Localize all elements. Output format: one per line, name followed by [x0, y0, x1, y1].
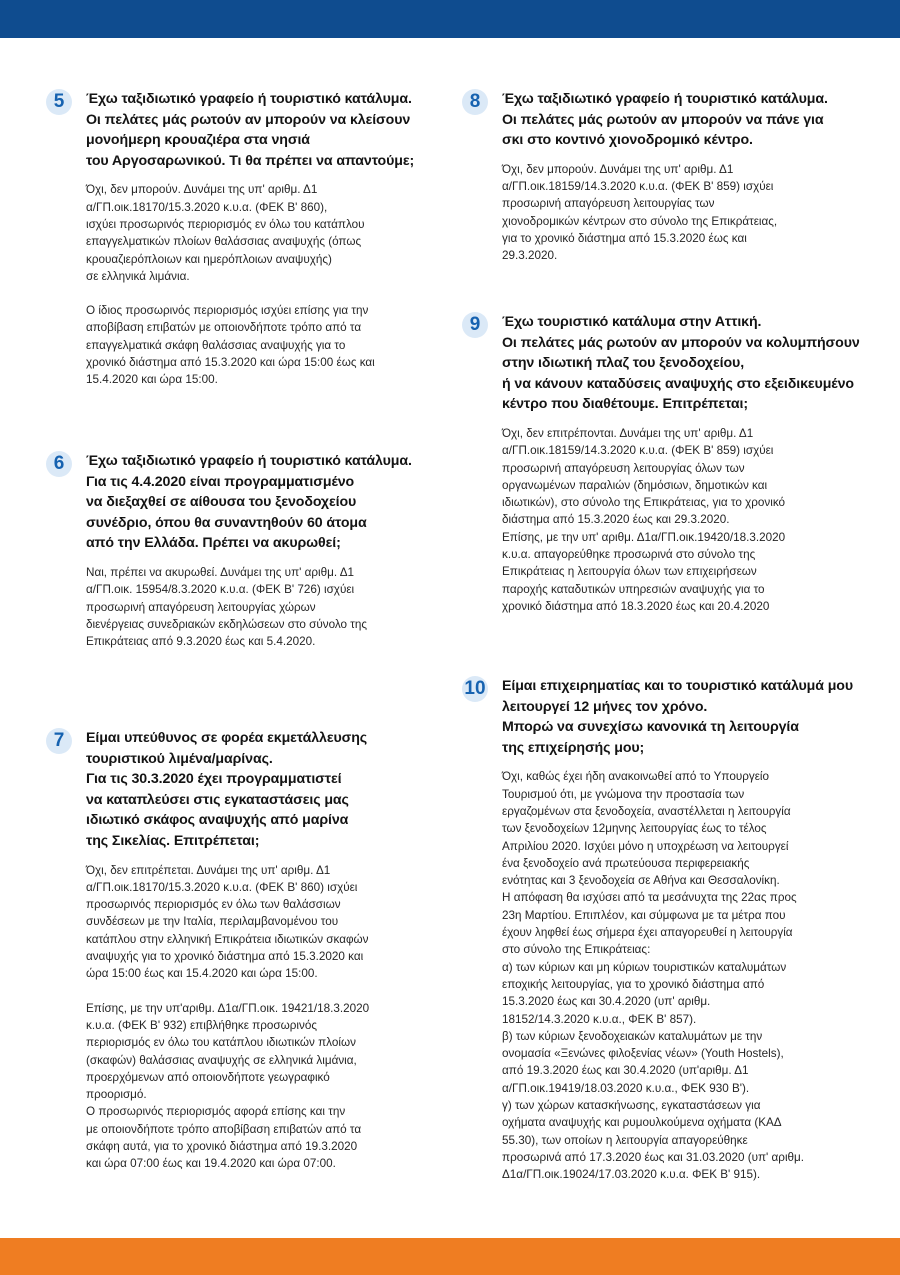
question-number-badge: 8 [462, 89, 488, 115]
question-text: Έχω τουριστικό κατάλυμα στην Αττική. Οι πελάτες μάς ρωτούν αν μπορούν να κολυμπήσουν στην ιδιωτική πλαζ του ξενοδοχείου, ή να κάνουν καταδύσεις αναψυχής στο εξειδικευμένο κέντρο που διαθέτουμε. Επιτρέπεται; [502, 314, 860, 413]
answer-text [462, 161, 828, 265]
answer-paragraph: Όχι, καθώς έχει ήδη ανακοινωθεί από το Υπουργείο Τουρισμού ότι, με γνώμονα την προστασία των εργαζομένων στα ξενοδοχεία, αναστέλλεται η λειτουργία των ξενοδοχείων 12μηνης λειτουργίας έως το τέλος Απριλίου 2020. Ισχύει μόνο η υποχρέωση να λειτουργεί ένα ξενοδοχείο ανά πρωτεύουσα περιφερειακής ενότητας και 3 ξενοδοχεία σε Αθήνα και Θεσσαλονίκη. Η απόφαση θα ισχύσει από τα μεσάνυχτα της 22ας προς 23η Μαρτίου. Επιπλέον, και σύμφωνα με τα μέτρα που έχουν ληφθεί έως σήμερα έχει απαγορευθεί η λειτουργία στο σύνολο της Επικράτειας: α) των κύριων και μη κύριων τουριστικών καταλυμάτων εποχικής λειτουργίας, για το χρονικό διάστημα από 15.3.2020 έως και 30.4.2020 (υπ' αριθμ. 18152/14.3.2020 κ.υ.α., ΦΕΚ Β' 857). β) των κύριων ξενοδοχειακών καταλυμάτων με την ονομασία «Ξενώνες φιλοξενίας νέων» (Youth Hostels), από 19.3.2020 έως και 30.4.2020 (υπ'αριθμ. Δ1 α/ΓΠ.οικ.19419/18.03.2020 κ.υ.α., ΦΕΚ 930 Β'). γ) των χώρων κατασκήνωσης, εγκαταστάσεων για οχήματα αναψυχής και ρυμουλκούμενα οχήματα (ΚΑΔ 55.30), των οποίων η λειτουργία απαγορεύθηκε προσωρινά από 17.3.2020 έως και 31.03.2020 (υπ' αριθμ. Δ1α/ΓΠ.οικ.19024/17.03.2020 κ.υ.α. ΦΕΚ Β' 915). [502, 770, 805, 1182]
question-number-badge: 9 [462, 312, 488, 338]
answer-paragraph: Ο ίδιος προσωρινός περιορισμός ισχύει επίσης για την αποβίβαση επιβατών με οποιονδήποτε τρόπο από τα επαγγελματικά σκάφη θαλάσσιας αναψυχής για το χρονικό διάστημα από 15.3.2020 και ώρα 15:00 έως και 15.4.2020 και ώρα 15:00. [86, 304, 375, 387]
answer-paragraph: Όχι, δεν μπορούν. Δυνάμει της υπ' αριθμ. Δ1 α/ΓΠ.οικ.18159/14.3.2020 κ.υ.α. (ΦΕΚ Β' 859) ισχύει προσωρινή απαγόρευση λειτουργίας των χιονοδρομικών κέντρων στο σύνολο της Επικράτειας, για το χρονικό διάστημα από 15.3.2020 έως και 29.3.2020. [502, 162, 778, 263]
question-text: Είμαι υπεύθυνος σε φορέα εκμετάλλευσης τουριστικού λιμένα/μαρίνας. Για τις 30.3.2020 έχει προγραμματιστεί να καταπλεύσει στις εγκαταστάσεις μας ιδιωτικό σκάφος αναψυχής από μαρίνα της Σικελίας. Επιτρέπεται; [86, 730, 368, 849]
answer-text [462, 425, 860, 615]
faq-item-6 [46, 451, 412, 650]
question-number-badge: 10 [462, 676, 488, 702]
answer-paragraph: Ναι, πρέπει να ακυρωθεί. Δυνάμει της υπ' αριθμ. Δ1 α/ΓΠ.οικ. 15954/8.3.2020 κ.υ.α. (ΦΕΚ Β' 726) ισχύει προσωρινή απαγόρευση λειτουργίας χώρων διενέργειας συνεδριακών εκδηλώσεων στο σύνολο της Επικράτειας από 9.3.2020 έως και 5.4.2020. [86, 565, 368, 649]
faq-item-5 [46, 89, 414, 389]
answer-text [46, 564, 412, 650]
question-text: Έχω ταξιδιωτικό γραφείο ή τουριστικό κατάλυμα. Οι πελάτες μάς ρωτούν αν μπορούν να πάνε για σκι στο κοντινό χιονοδρομικό κέντρο. [502, 91, 828, 149]
faq-item-9 [462, 312, 860, 615]
question-number-badge: 5 [46, 89, 72, 115]
answer-text [462, 768, 853, 1183]
top-header-bar [0, 0, 900, 38]
faq-item-10 [462, 676, 853, 1184]
faq-item-7 [46, 728, 369, 1173]
question-text: Έχω ταξιδιωτικό γραφείο ή τουριστικό κατάλυμα. Οι πελάτες μάς ρωτούν αν μπορούν να κλείσουν μονοήμερη κρουαζιέρα στα νησιά του Αργοσαρωνικού. Τι θα πρέπει να απαντούμε; [86, 91, 415, 169]
answer-text [46, 862, 369, 1173]
question-text: Είμαι επιχειρηματίας και το τουριστικό κατάλυμά μου λειτουργεί 12 μήνες τον χρόνο. Μπορώ να συνεχίσω κανονικά τη λειτουργία της επιχείρησής μου; [502, 678, 854, 756]
question-number-badge: 7 [46, 728, 72, 754]
answer-paragraph: Όχι, δεν επιτρέπονται. Δυνάμει της υπ' αριθμ. Δ1 α/ΓΠ.οικ.18159/14.3.2020 κ.υ.α. (ΦΕΚ Β' 859) ισχύει προσωρινή απαγόρευση λειτουργίας όλων των οργανωμένων παραλιών (δημόσιων, δημοτικών και ιδιωτικών), στο σύνολο της Επικράτειας, για το χρονικό διάστημα από 15.3.2020 έως και 29.3.2020. Επίσης, με την υπ' αριθμ. Δ1α/ΓΠ.οικ.19420/18.3.2020 κ.υ.α. απαγορεύθηκε προσωρινά στο σύνολο της Επικράτειας η λειτουργία όλων των επιχειρήσεων παροχής καταδυτικών υπηρεσιών αναψυχής για το χρονικό διάστημα από 18.3.2020 έως και 20.4.2020 [502, 426, 786, 613]
bottom-footer-bar [0, 1238, 900, 1275]
answer-text [46, 181, 414, 388]
question-number-badge: 6 [46, 451, 72, 477]
answer-paragraph: Όχι, δεν μπορούν. Δυνάμει της υπ' αριθμ. Δ1 α/ΓΠ.οικ.18170/15.3.2020 κ.υ.α. (ΦΕΚ Β' 860), ισχύει προσωρινός περιορισμός εν όλω του κατάπλου επαγγελματικών πλοίων θαλάσσιας αναψυχής (όπως κρουαζιερόπλοιων και ημερόπλοιων αναψυχής) σε ελληνικά λιμάνια. [86, 183, 365, 283]
faq-item-8 [462, 89, 828, 265]
answer-paragraph: Επίσης, με την υπ'αριθμ. Δ1α/ΓΠ.οικ. 19421/18.3.2020 κ.υ.α. (ΦΕΚ Β' 932) επιβλήθηκε προσωρινός περιορισμός εν όλω του κατάπλου ιδιωτικών πλοίων (σκαφών) θαλάσσιας αναψυχής σε ελληνικά λιμάνια, προερχόμενων από οποιονδήποτε γεωγραφικό προορισμό. Ο προσωρινός περιορισμός αφορά επίσης και την με οποιονδήποτε τρόπο αποβίβαση επιβατών από τα σκάφη αυτά, για το χρονικό διάστημα από 19.3.2020 και ώρα 07:00 έως και 19.4.2020 και ώρα 07:00. [86, 1001, 370, 1171]
question-text: Έχω ταξιδιωτικό γραφείο ή τουριστικό κατάλυμα. Για τις 4.4.2020 είναι προγραμματισμένο να διεξαχθεί σε αίθουσα του ξενοδοχείου συνέδριο, όπου θα συναντηθούν 60 άτομα από την Ελλάδα. Πρέπει να ακυρωθεί; [86, 453, 412, 552]
answer-paragraph: Όχι, δεν επιτρέπεται. Δυνάμει της υπ' αριθμ. Δ1 α/ΓΠ.οικ.18170/15.3.2020 κ.υ.α. (ΦΕΚ Β' 860) ισχύει προσωρινός περιορισμός εν όλω των θαλάσσιων συνδέσεων με την Ιταλία, περιλαμβανομένου του κατάπλου στην ελληνική Επικράτεια ιδιωτικών σκαφών αναψυχής για το χρονικό διάστημα από 15.3.2020 και ώρα 15:00 έως και 15.4.2020 και ώρα 15:00. [86, 863, 369, 981]
